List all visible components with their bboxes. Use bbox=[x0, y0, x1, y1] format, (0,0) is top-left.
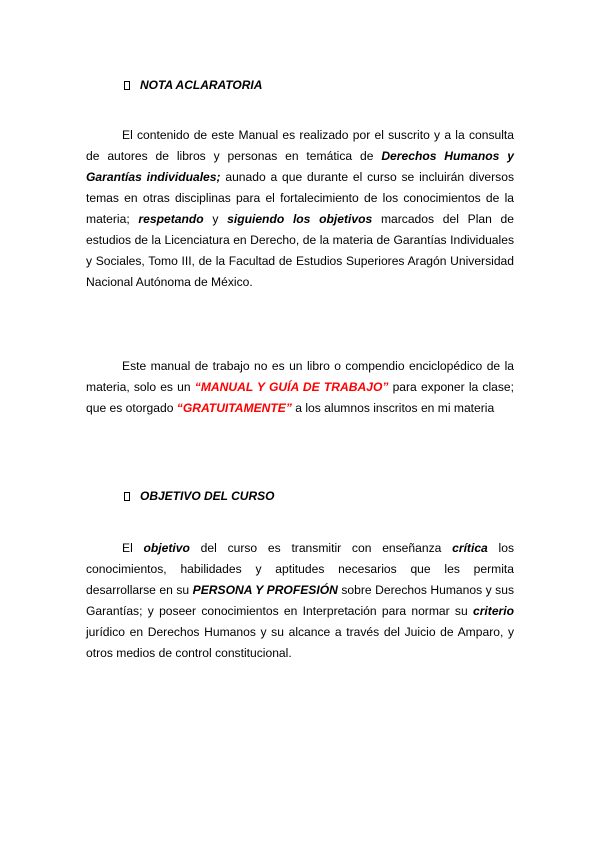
emphasis-text: crítica bbox=[452, 541, 488, 555]
paragraph-nota-content bbox=[86, 125, 514, 293]
text-run: jurídico en Derechos Humanos y su alcance a través del Juicio de Amparo, y otros medios de control constitucional. bbox=[86, 625, 514, 660]
paragraph-nota-manual bbox=[86, 356, 514, 419]
text-run: a los alumnos inscritos en mi materia bbox=[291, 401, 495, 415]
text-run: Este manual de trabajo no es un libro o compendio enciclopédico de la materia, solo es un bbox=[86, 359, 514, 394]
text-run: los conocimientos, habilidades y aptitudes necesarios que les permita desarrollarse en su bbox=[86, 541, 515, 597]
bullet-icon bbox=[124, 81, 130, 90]
text-run: para exponer la clase; que es otorgado bbox=[86, 380, 514, 415]
text-run: sobre Derechos Humanos y sus Garantías; y poseer conocimientos en Interpretación para normar su bbox=[86, 583, 514, 618]
emphasis-text: criterio bbox=[473, 604, 514, 618]
section-heading-objetivo bbox=[124, 489, 274, 503]
text-run: aunado a que durante el curso se incluirán diversos temas en otras disciplinas para el fortalecimiento de los conocimientos de la materia; bbox=[86, 170, 514, 226]
emphasis-text: “GRATUITAMENTE” bbox=[176, 401, 292, 415]
emphasis-text: Derechos Humanos y Garantías individuales; bbox=[86, 149, 514, 184]
emphasis-text: respetando bbox=[138, 212, 204, 226]
heading-text: OBJETIVO DEL CURSO bbox=[140, 489, 275, 503]
text-run: del curso es transmitir con enseñanza bbox=[189, 541, 453, 555]
emphasis-text: objetivo bbox=[143, 541, 190, 555]
emphasis-text: PERSONA Y PROFESIÓN bbox=[192, 583, 338, 597]
section-heading-nota bbox=[124, 78, 262, 92]
heading-text: NOTA ACLARATORIA bbox=[140, 78, 263, 92]
paragraph-objetivo bbox=[86, 538, 514, 664]
text-run: y bbox=[203, 212, 228, 226]
bullet-icon bbox=[124, 492, 130, 501]
emphasis-text: “MANUAL Y GUÍA DE TRABAJO” bbox=[194, 380, 389, 394]
text-run: El bbox=[122, 541, 144, 555]
text-run: El contenido de este Manual es realizado por el suscrito y a la consulta de autores de libros y personas en temática de bbox=[86, 128, 514, 163]
text-run: marcados del Plan de estudios de la Licenciatura en Derecho, de la materia de Garantías Individuales y Sociales, Tomo III, de la Facultad de Estudios Superiores Aragón Universidad Nacional Autónoma de México. bbox=[86, 212, 515, 289]
emphasis-text: siguiendo los objetivos bbox=[227, 212, 373, 226]
